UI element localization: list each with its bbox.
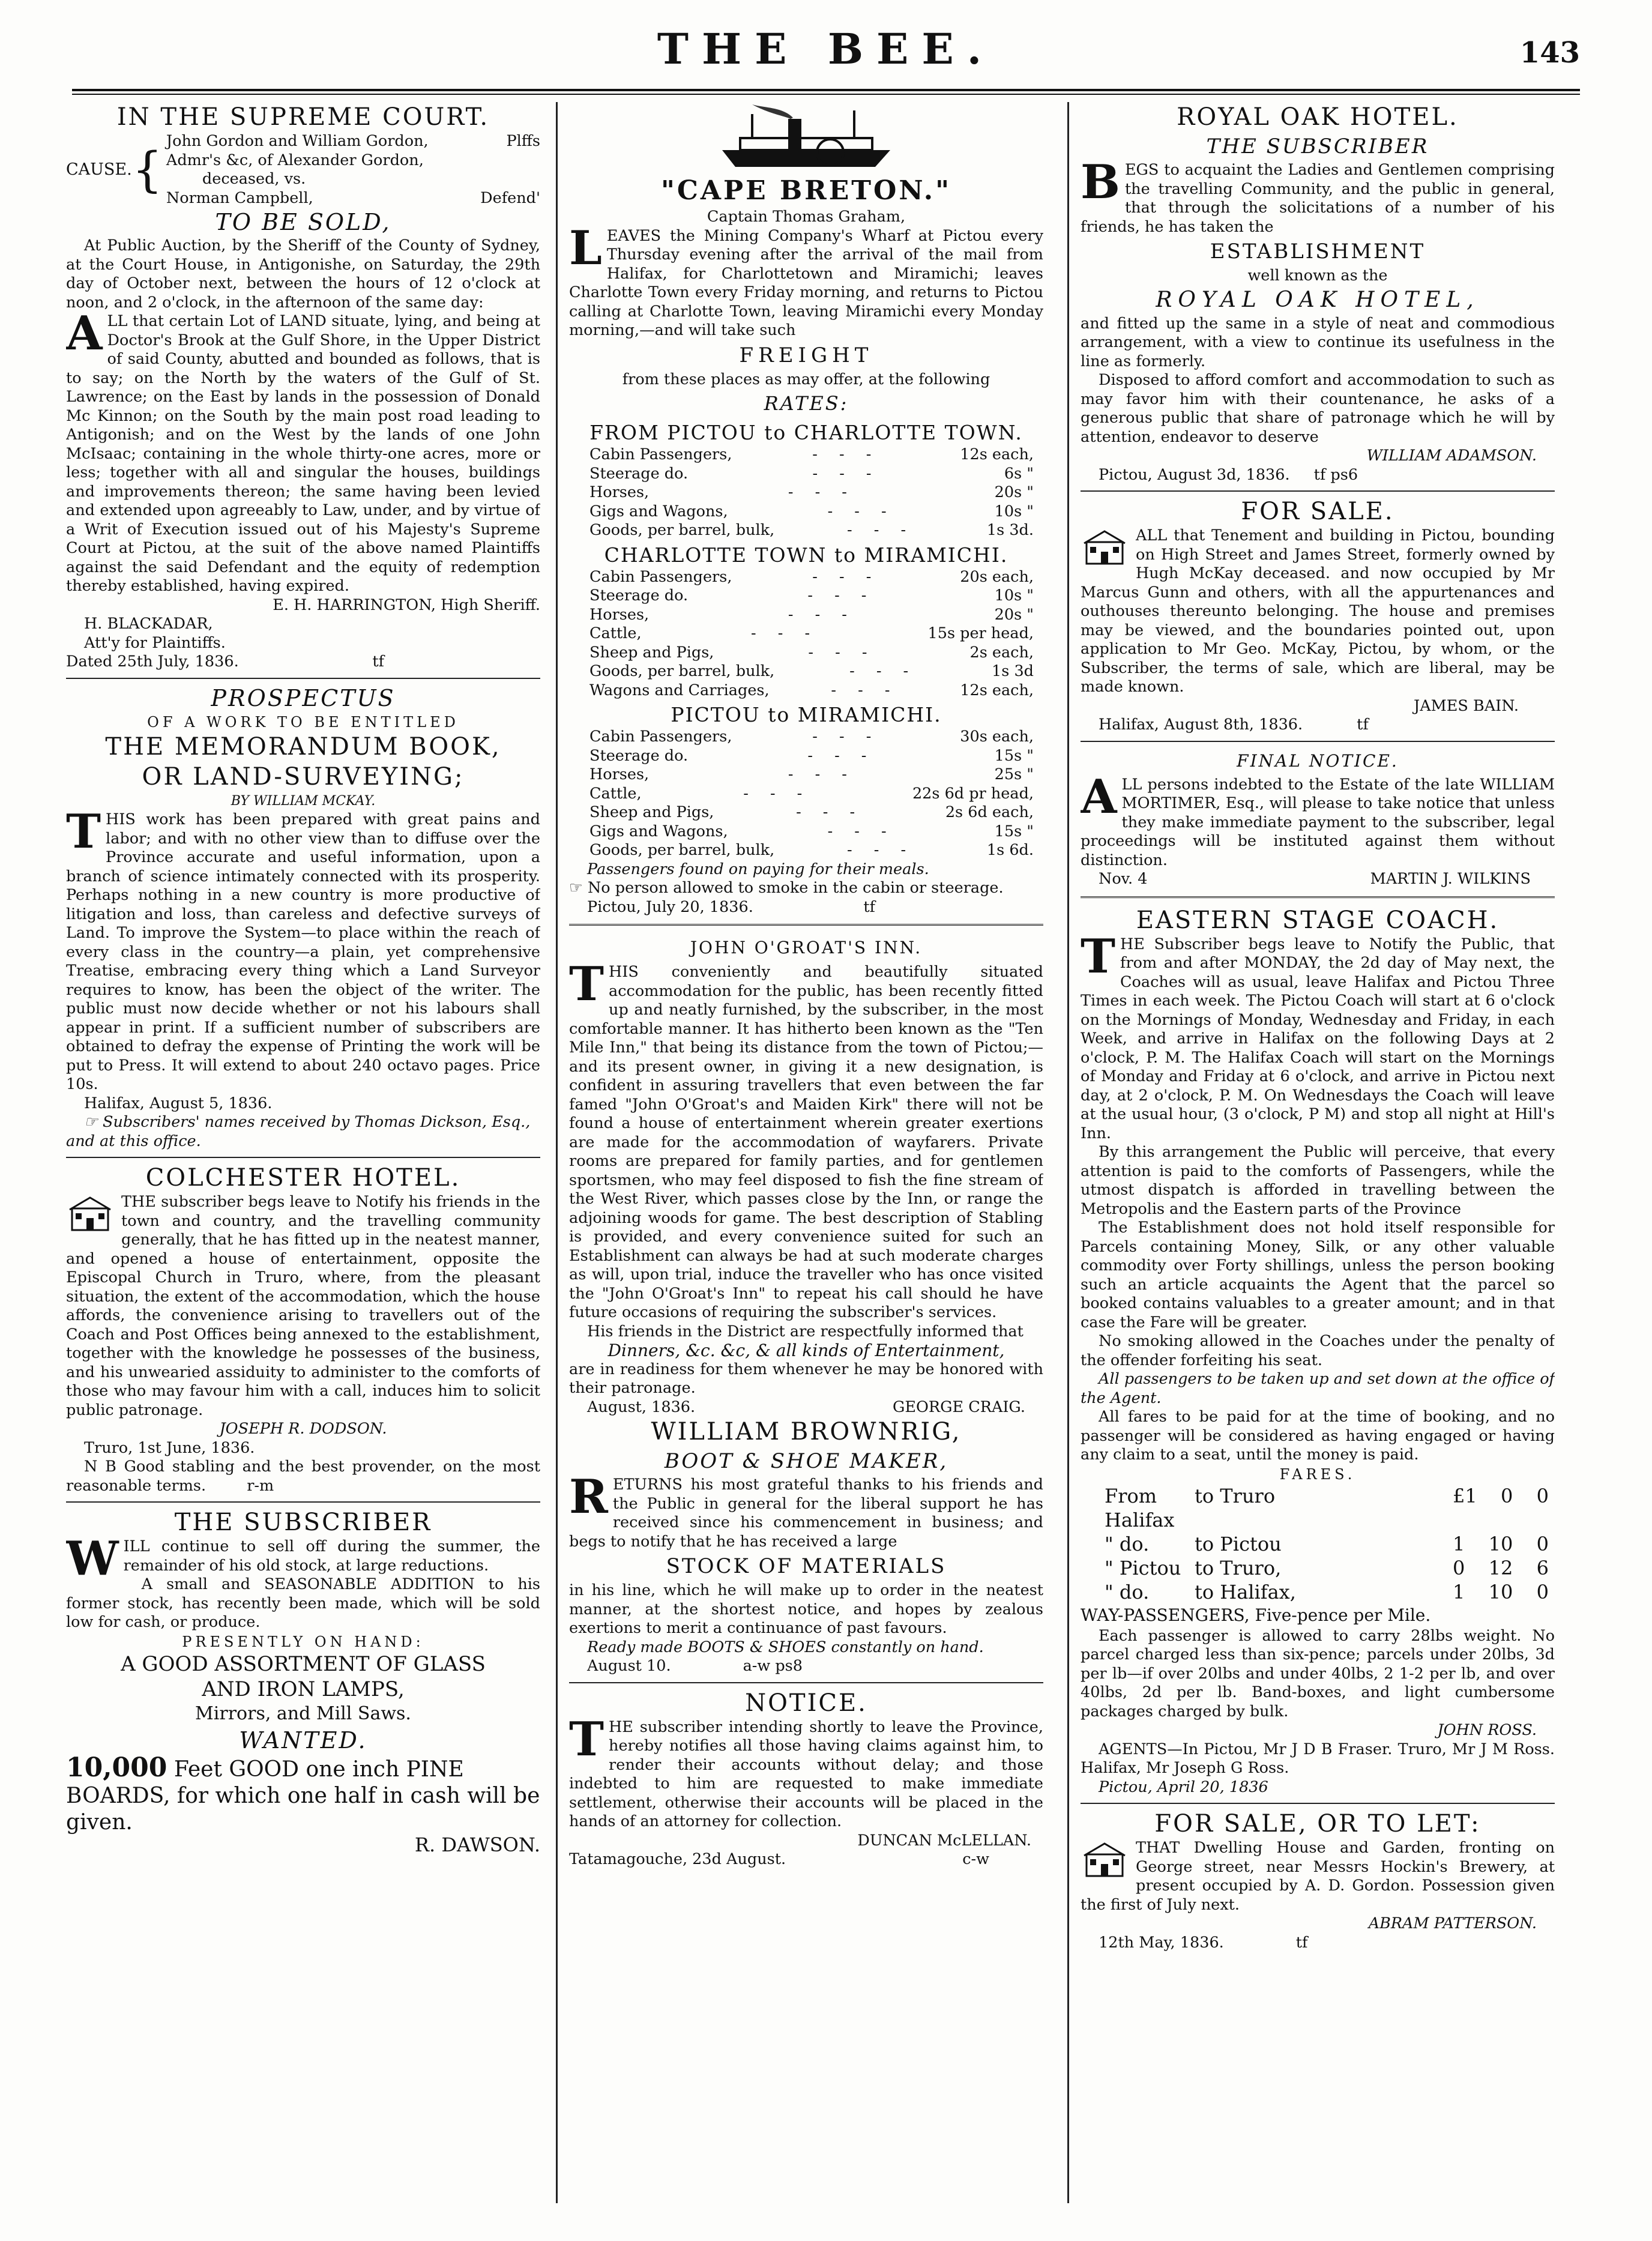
section-heading: ROYAL OAK HOTEL. (1177, 103, 1459, 131)
assortment-line: Mirrors, and Mill Saws. (195, 1703, 411, 1724)
rate-row (569, 483, 1043, 502)
leader-dashes: - - - (743, 784, 811, 803)
fare-s: 10 (1488, 1580, 1513, 1603)
signer: DUNCAN McLELLAN. (857, 1831, 1031, 1850)
steamship-woodcut-icon (716, 102, 896, 174)
separator (66, 678, 540, 679)
date-line: Halifax, August 8th, 1836. (1099, 716, 1303, 734)
fare-amount (1453, 1532, 1549, 1556)
rate-price: 10s " (994, 502, 1034, 520)
rate-price: 22s 6d pr head, (912, 784, 1034, 803)
paragraph: ALL that Tenement and building in Pictou, bounding on High Street and James Street, formerly owned by Hugh McKay deceased. and now occupied by Mr Marcus Gunn and others, with all the appurtenances and outhouses thereunto belonging. The house and premises may be viewed, and the boundaries pointed out, upon application to Mr Geo. McKay, Pictou, by whom, or the Subscriber, the terms of sale, which are liberal, may be made known. (1081, 526, 1555, 696)
page-number: 143 (1519, 36, 1580, 70)
signer: MARTIN J. WILKINS (1370, 870, 1531, 888)
vessel-name: "CAPE BRETON." (660, 175, 952, 206)
paragraph: No smoking allowed in the Coaches under the penalty of the offender forfeiting his seat. (1081, 1332, 1555, 1369)
paragraph: Each passenger is allowed to carry 28lbs weight. No parcel charged less than six-pence; parcels under 20lbs, 3d per lb—if over 20lbs and under 40lbs, 2 1-2 per lb, and over 40lbs, 2d per lb. Band-boxes, and light cumbersome packages charged by bulk. (1081, 1626, 1555, 1721)
subscriber-notice (66, 1507, 540, 1726)
date-line: Dated 25th July, 1836. (66, 653, 239, 671)
rate-item: Steerage do. (589, 746, 689, 765)
code: tf (863, 897, 875, 916)
rate-price: 20s " (994, 605, 1034, 624)
rate-row (569, 785, 1043, 804)
rate-row (569, 606, 1043, 625)
rate-price: 15s per head, (927, 624, 1034, 642)
fare-from: " Pictou (1105, 1556, 1181, 1579)
rate-row (569, 465, 1043, 484)
separator (1081, 490, 1555, 492)
rate-price: 20s " (994, 483, 1034, 501)
leader-dashes: - - - (827, 502, 895, 520)
signer: WILLIAM ADAMSON. (1366, 447, 1537, 465)
note (66, 1458, 540, 1495)
note-text: N B Good stabling and the best provender, on the most reasonable terms. (66, 1458, 540, 1495)
note-text: No person allowed to smoke in the cabin or steerage. (587, 879, 1004, 897)
rate-price: 15s " (994, 822, 1034, 840)
rate-price: 1s 6d. (986, 841, 1034, 859)
rate-price: 2s 6d each, (945, 803, 1034, 821)
paragraph: The Establishment does not hold itself responsible for Parcels containing Money, Silk, or any other valuable commodity over Forty shillings, unless the person booking such an article acquaints the Agent that the parcel so booked contains valuables to a greater amount; and in that case the Fare will be greater. (1081, 1219, 1555, 1332)
paragraph: Feet GOOD one inch PINE BOARDS, for which one half in cash will be given. (66, 1757, 540, 1835)
paragraph: ETURNS his most grateful thanks to his friends and the Public in general for the liberal support he has received since his commencement in business; and begs to notify that he has received a large (569, 1476, 1043, 1551)
drop-cap: T (1081, 929, 1116, 984)
note: Passengers found on paying for their meals. (587, 860, 929, 878)
fare-row (1081, 1556, 1555, 1580)
cause-line: Norman Campbell, (166, 189, 313, 207)
drop-cap: B (1081, 155, 1120, 210)
fare-row (1081, 1484, 1555, 1532)
rate-row (569, 587, 1043, 606)
rate-item: Sheep and Pigs, (589, 643, 714, 662)
leader-dashes: - - - (812, 567, 880, 586)
paragraph: and fitted up the same in a style of neat and commodious arrangement, with a view to continue its usefulness in the line as formerly. (1081, 314, 1555, 370)
wanted-text (66, 1752, 540, 1836)
quantity: 10,000 (66, 1752, 167, 1783)
rate-row (569, 803, 1043, 822)
rate-row (569, 521, 1043, 540)
signer: ABRAM PATTERSON. (1368, 1914, 1537, 1932)
code: tf (1357, 716, 1369, 734)
drop-cap: A (66, 306, 103, 361)
fare-d: 6 (1536, 1556, 1549, 1579)
note-text: Subscribers' names received by Thomas Dickson, Esq., and at this office. (66, 1113, 531, 1150)
defend-label: Defend' (480, 189, 540, 207)
work-title: OR LAND-SURVEYING; (142, 762, 465, 791)
sub-heading: THE SUBSCRIBER (1206, 134, 1429, 158)
cause-line: John Gordon and William Gordon, (166, 132, 429, 150)
john-ogroats-inn-notice (569, 933, 1043, 1417)
leader-dashes: - - - (812, 464, 880, 483)
paragraph: HIS conveniently and beautifully situated accommodation for the public, has been recently fitted up and neatly furnished, by the subscriber, in the most comfortable manner. It has hitherto been known as the "Ten Mile Inn," that being its distance from the town of Pictou;—and its present owner, in giving it a new designation, is confident in assuring travellers that even between the far famed "John O'Groat's and Maiden Kirk" there will not be found a house of entertainment wherein greater exertions are made for the accommodation of wayfarers. Private rooms are prepared for family parties, and for gentlemen sportsmen, who may feel disposed to fish the fine stream of the West River, which passes close by the Inn, or range the adjoining woods for game. The best description of Stabling is provided, and every convenience suited for such an Establishment can always be had at such moderate charges as will, upon trial, induce the traveller who has once visited the "John O'Groat's Inn" to repeat his call should he have future occasions of requiring the subscriber's services. (569, 963, 1043, 1321)
column-1 (66, 102, 540, 2221)
leader-dashes: - - - (788, 605, 855, 624)
code: tf (372, 653, 384, 671)
code: c-w (962, 1850, 989, 1868)
fare-amount (1453, 1484, 1549, 1532)
rate-item: Horses, (589, 765, 650, 783)
fare-l: £1 (1453, 1484, 1477, 1507)
route-heading: FROM PICTOU to CHARLOTTE TOWN. (589, 421, 1023, 444)
fare-from: From Halifax (1105, 1484, 1175, 1531)
leader-dashes: - - - (807, 746, 875, 765)
rate-row (569, 747, 1043, 766)
drop-cap: W (66, 1531, 119, 1586)
cause-line: Admr's &c, of Alexander Gordon, (166, 151, 424, 169)
rate-item: Goods, per barrel, bulk, (589, 841, 775, 859)
rates-table (569, 420, 1043, 860)
rate-item: Horses, (589, 483, 650, 501)
date-line: 12th May, 1836. (1099, 1933, 1224, 1952)
rate-price: 12s each, (960, 681, 1034, 699)
house-woodcut-icon (1081, 1841, 1129, 1878)
paragraph: EAVES the Mining Company's Wharf at Pictou every Thursday evening after the arrival of the mail from Halifax, for Charlottetown and Miramichi; leaves Charlotte Town every Friday morning, and returns to Pictou calling at Charlotte Town, leaving Miramichi every Monday morning,—and will take such (569, 226, 1043, 339)
rate-row (569, 765, 1043, 785)
paragraph: AGENTS—In Pictou, Mr J D B Fraser. Truro, Mr J M Ross. Halifax, Mr Joseph G Ross. (1081, 1740, 1555, 1777)
paragraph: LL persons indebted to the Estate of the late WILLIAM MORTIMER, Esq., will please to take notice that unless they make immediate payment to the subscriber, legal proceedings will be instituted against them without distinction. (1081, 775, 1555, 869)
separator (66, 1157, 540, 1158)
date-line: Truro, 1st June, 1836. (84, 1438, 255, 1457)
paragraph: HE subscriber intending shortly to leave the Province, hereby notifies all those having claims against him, to render their accounts without delay; and those indebted to him are requested to make immediate settlement, otherwise their accounts will be placed in the hands of an attorney for collection. (569, 1718, 1043, 1830)
prospectus-notice (66, 684, 540, 1151)
rate-row (569, 568, 1043, 587)
rate-row (569, 644, 1043, 663)
date-line: August 10. (587, 1657, 671, 1675)
sub-heading: STOCK OF MATERIALS (666, 1554, 947, 1578)
sub-heading: ESTABLISHMENT (1210, 240, 1426, 264)
paragraph: ILL continue to sell off during the summer, the remainder of his old stock, at large reductions. (123, 1537, 540, 1575)
date-line: Pictou, August 3d, 1836. (1099, 465, 1290, 484)
drop-cap: A (1081, 769, 1117, 824)
colchester-hotel-notice (66, 1163, 540, 1495)
rate-row (569, 822, 1043, 842)
rate-item: Cattle, (589, 624, 642, 642)
section-heading: FOR SALE. (1241, 498, 1394, 525)
fare-d: 0 (1536, 1484, 1549, 1507)
paragraph: HIS work has been prepared with great pains and labor; and with no other view than to diffuse over the Province accurate and useful information, upon a branch of science intimately connected with its prosperity. Perhaps nothing in a new country is more productive of litigation and loss, than careless and defective surveys of Land. To improve the System—to place within the reach of every class in the country—a plain, yet comprehensive Treatise, embracing every thing which a Land Surveyor requires to know, has been the object of the writer. The public must now decide whether or not his labours shall appear in print. If a sufficient number of subscribers are obtained to defray the expense of Printing the work will be put to Press. It will extend to about 240 octavo pages. Price 10s. (66, 810, 540, 1093)
note (569, 879, 1043, 898)
rate-item: Goods, per barrel, bulk, (589, 521, 775, 539)
separator (1081, 741, 1555, 742)
pointing-hand-icon: ☞ (84, 1113, 103, 1131)
paragraph: By this arrangement the Public will perceive, that every attention is paid to the comforts of Passengers, while the utmost dispatch is afforded in travelling between the Metropolis and the Eastern parts of the Province (1081, 1143, 1555, 1218)
rate-row (569, 681, 1043, 701)
leader-dashes: - - - (788, 765, 855, 783)
rate-row (569, 445, 1043, 465)
rate-item: Cabin Passengers, (589, 728, 732, 746)
drop-cap: L (569, 220, 602, 276)
date-line: Tatamagouche, 23d August. (569, 1850, 786, 1868)
rate-price: 15s " (994, 746, 1034, 765)
paragraph: All fares to be paid for at the time of booking, and no passenger will be considered as having engaged or having any claim to a seat, until the money is paid. (1081, 1408, 1555, 1464)
column-rule (556, 102, 558, 2203)
signer: JAMES BAIN. (1414, 696, 1519, 715)
rate-item: Wagons and Carriages, (589, 681, 770, 699)
paragraph: EGS to acquaint the Ladies and Gentlemen comprising the travelling Community, and the public in general, that through the solicitations of a number of his friends, he has taken the (1081, 161, 1555, 236)
paragraph: THE subscriber begs leave to Notify his friends in the town and country, and the travelling community generally, that he has fitted up in the neatest manner, and opened a house of entertainment, opposite the Episcopal Church in Truro, where, from the pleasant situation, the extent of the accommodation, which the house affords, the convenience arising to travellers out of the Coach and Post Offices being annexed to the establishment, together with the knowledge he possesses of the business, and his unwearied assiduity to administer to the comforts of those who may favour him with a call, induces him to solicit public patronage. (66, 1193, 540, 1419)
fare-to: to Pictou (1195, 1532, 1282, 1555)
sub-heading: RATES: (764, 392, 849, 415)
for-sale-to-let-notice (1081, 1809, 1555, 1952)
paragraph: THAT Dwelling House and Garden, fronting on George street, near Messrs Hockin's Brewery, at present occupied by A. D. Gordon. Possession given the first of July next. (1081, 1839, 1555, 1914)
code: r-m (247, 1476, 274, 1495)
paragraph: LL that certain Lot of LAND situate, lying, and being at Doctor's Brook at the Gulf Shore, in the Upper District of said County, abutted and bounded as follows, that is to say; on the North by the waters of the Gulf of St. Lawrence; on the East by lands in the possession of Donald Mc Kinnon; on the South by the main post road leading to Antigonish; and on the West by the lands of one John McIsaac; containing in the whole thirty-one acres, more or less; together with all and singular the houses, buildings and improvements thereon; the same having been levied and extended upon agreeably to Law, under, and by virtue of a Writ of Execution issued out of his Majesty's Supreme Court at Pictou, at the suit of the above named Plaintiffs against the said Defendant and the equity of redemption thereby established, having expired. (66, 312, 540, 595)
paragraph: At Public Auction, by the Sheriff of the County of Sydney, at the Court House, in Antigonishe, on Saturday, the 29th day of October next, between the hours of 12 o'clock at noon, and 2 o'clock, in the afternoon of the same day: (66, 237, 540, 312)
section-heading: PROSPECTUS (211, 684, 396, 711)
hotel-name: ROYAL OAK HOTEL, (1156, 287, 1480, 312)
drop-cap: T (569, 957, 604, 1012)
rate-item: Horses, (589, 605, 650, 624)
section-heading: EASTERN STAGE COACH. (1136, 906, 1500, 934)
rate-item: Cabin Passengers, (589, 445, 732, 463)
rate-price: 6s " (1004, 464, 1034, 483)
final-notice (1081, 747, 1555, 889)
paragraph: All passengers to be taken up and set down at the office of the Agent. (1081, 1370, 1555, 1407)
captain: Captain Thomas Graham, (707, 208, 906, 226)
leader-dashes: - - - (847, 521, 915, 539)
fare-l: 1 (1453, 1580, 1465, 1603)
for-sale-notice (1081, 496, 1555, 735)
fare-amount (1453, 1556, 1549, 1580)
fare-to: to Halifax, (1195, 1580, 1296, 1603)
code: tf ps6 (1313, 465, 1358, 484)
cause-line: deceased, vs. (202, 170, 306, 188)
date-line: Pictou, July 20, 1836. (587, 897, 753, 916)
masthead-rule (72, 89, 1580, 95)
rate-price: 12s each, (960, 445, 1034, 463)
drop-cap: R (569, 1470, 608, 1524)
leader-dashes: - - - (751, 624, 819, 642)
rate-row (569, 662, 1043, 681)
section-heading: WILLIAM BROWNRIG, (651, 1418, 962, 1446)
rate-item: Sheep and Pigs, (589, 803, 714, 821)
rate-row (569, 728, 1043, 747)
rate-item: Cabin Passengers, (589, 567, 732, 586)
cause-parties (166, 132, 540, 208)
sub-heading: FARES. (1279, 1465, 1356, 1483)
section-heading: NOTICE. (745, 1689, 867, 1717)
drop-cap: T (569, 1712, 604, 1767)
code: a-w ps8 (743, 1657, 803, 1675)
rate-item: Cattle, (589, 784, 642, 803)
attorney: H. BLACKADAR, (84, 615, 213, 633)
fare-from: " do. (1105, 1580, 1150, 1603)
rate-price: 20s each, (960, 567, 1034, 586)
attorney-role: Att'y for Plaintiffs. (84, 633, 226, 652)
supreme-court-notice (66, 102, 540, 672)
work-title: THE MEMORANDUM BOOK, (105, 732, 501, 761)
newspaper-title: THE BEE. (657, 24, 995, 74)
fare-to: to Truro, (1195, 1556, 1282, 1579)
fare-from: " do. (1105, 1532, 1150, 1555)
signer: JOSEPH R. DODSON. (219, 1420, 387, 1438)
column-2 (569, 102, 1043, 2221)
column-3 (1081, 102, 1555, 2221)
fare-s: 12 (1488, 1556, 1513, 1579)
fare-d: 0 (1536, 1580, 1549, 1603)
route-heading: PICTOU to MIRAMICHI. (671, 703, 942, 726)
paragraph: His friends in the District are respectfully informed that (587, 1322, 1023, 1341)
fare-row (1081, 1580, 1555, 1604)
sub-heading: PRESENTLY ON HAND: (182, 1633, 424, 1650)
date-line: Halifax, August 5, 1836. (84, 1094, 273, 1112)
cape-breton-notice (569, 102, 1043, 917)
paragraph: Ready made BOOTS & SHOES constantly on hand. (587, 1638, 984, 1656)
fare-amount (1453, 1580, 1549, 1604)
paragraph: well known as the (1247, 267, 1388, 285)
signer: JOHN ROSS. (1437, 1721, 1537, 1739)
column-rule (1067, 102, 1069, 2203)
paragraph: Disposed to afford comfort and accommodation to such as may favor him with their countenance, he asks of a generous public that share of patronage which he will by attention, endeavor to deserve (1081, 371, 1555, 446)
leader-dashes: - - - (831, 681, 899, 699)
paragraph: in his line, which he will make up to order in the neatest manner, at the shortest notice, and hopes by zealous exertions to merit a continuance of past favours. (569, 1581, 1043, 1637)
brace: { (132, 142, 163, 198)
drop-cap: T (66, 804, 101, 859)
fare-s: 0 (1501, 1484, 1513, 1507)
rate-price: 25s " (994, 765, 1034, 783)
masthead (72, 18, 1580, 90)
rate-price: 2s each, (969, 643, 1034, 662)
rate-price: 1s 3d (992, 662, 1034, 680)
section-heading: THE SUBSCRIBER (174, 1509, 432, 1536)
rate-row (569, 624, 1043, 644)
separator (1081, 896, 1555, 900)
fare-to: to Truro (1195, 1484, 1276, 1507)
brownrig-notice (569, 1417, 1043, 1676)
section-heading: FOR SALE, OR TO LET: (1154, 1810, 1481, 1838)
leader-dashes: - - - (788, 483, 855, 501)
separator (569, 924, 1043, 928)
royal-oak-hotel-notice (1081, 102, 1555, 484)
date-line: Pictou, April 20, 1836 (1099, 1778, 1268, 1796)
section-heading: COLCHESTER HOTEL. (145, 1164, 461, 1192)
fare-row (1081, 1532, 1555, 1556)
date-line: August, 1836. (587, 1398, 696, 1416)
leader-dashes: - - - (827, 822, 895, 840)
leader-dashes: - - - (847, 841, 915, 859)
eastern-stage-coach-notice (1081, 905, 1555, 1797)
separator (569, 1682, 1043, 1683)
leader-dashes: - - - (807, 587, 875, 605)
house-woodcut-icon (1081, 529, 1129, 566)
paragraph: are in readiness for them whenever he may be honored with their patronage. (569, 1360, 1043, 1397)
fare-l: 0 (1453, 1556, 1465, 1579)
paragraph: HE Subscriber begs leave to Notify the Public, that from and after MONDAY, the 2d day of May next, the Coaches will as usual, leave Halifax and Pictou Three Times in each week. The Pictou Coach will start at 6 o'clock on the Mornings of Monday, Wednesday and Friday, in each Week, and arrive in Halifax on the following Days at 2 o'clock, P. M. The Halifax Coach will start on the Mornings of Monday and Friday at 6 o'clock, and arrive in Pictou next day, at 2 o'clock, P. M. On Wednesdays the Coach will leave at the usual hour, (3 o'clock, P M) and stop all night at Hill's Inn. (1081, 935, 1555, 1142)
separator (1081, 1803, 1555, 1804)
rate-item: Gigs and Wagons, (589, 502, 728, 520)
signer: E. H. HARRINGTON, High Sheriff. (273, 596, 540, 614)
section-heading: JOHN O'GROAT'S INN. (690, 938, 923, 958)
notice (569, 1688, 1043, 1869)
leader-dashes: - - - (796, 803, 864, 821)
paragraph: WAY-PASSENGERS, Five-pence per Mile. (1081, 1605, 1431, 1625)
route-heading: CHARLOTTE TOWN to MIRAMICHI. (604, 543, 1008, 567)
rate-price: 10s " (994, 587, 1034, 605)
leader-dashes: - - - (808, 643, 876, 662)
paragraph: Dinners, &c. &c, & all kinds of Entertainment, (607, 1341, 1005, 1360)
rate-item: Gigs and Wagons, (589, 822, 728, 840)
cause-label: CAUSE. (66, 160, 132, 179)
note (66, 1113, 540, 1151)
sub-heading: FREIGHT (739, 343, 873, 367)
rate-row (569, 841, 1043, 860)
sub-heading: BOOT & SHOE MAKER, (664, 1449, 948, 1473)
cause-block (66, 132, 540, 208)
fare-l: 1 (1453, 1532, 1465, 1555)
code: tf (1295, 1933, 1308, 1952)
assortment-line: A GOOD ASSORTMENT OF GLASS (121, 1651, 486, 1676)
signer: R. DAWSON. (414, 1833, 540, 1856)
assortment-line: AND IRON LAMPS, (202, 1677, 405, 1701)
rate-item: Goods, per barrel, bulk, (589, 662, 775, 680)
wanted-notice (66, 1726, 540, 1855)
paragraph: from these places as may offer, at the following (622, 370, 990, 388)
section-heading: WANTED. (239, 1727, 367, 1754)
section-heading: FINAL NOTICE. (1237, 750, 1399, 771)
paragraph: A small and SEASONABLE ADDITION to his former stock, has recently been made, which will be sold low for cash, or produce. (66, 1575, 540, 1631)
pointing-hand-icon: ☞ (569, 879, 588, 897)
sub-heading: OF A WORK TO BE ENTITLED (147, 713, 459, 731)
fare-s: 10 (1488, 1532, 1513, 1555)
leader-dashes: - - - (849, 662, 917, 680)
house-woodcut-icon (66, 1195, 114, 1232)
separator (66, 1501, 540, 1503)
rate-row (569, 502, 1043, 522)
rate-item: Steerage do. (589, 464, 689, 483)
date-line: Nov. 4 (1099, 870, 1148, 888)
section-heading: IN THE SUPREME COURT. (116, 103, 490, 131)
signer: GEORGE CRAIG. (893, 1398, 1025, 1416)
fares-table (1081, 1484, 1555, 1604)
leader-dashes: - - - (812, 445, 880, 463)
fare-d: 0 (1536, 1532, 1549, 1555)
plffs-label: Plffs (506, 132, 540, 150)
author: BY WILLIAM MCKAY. (231, 793, 376, 809)
sub-heading: TO BE SOLD, (215, 209, 391, 235)
rate-price: 1s 3d. (986, 521, 1034, 539)
leader-dashes: - - - (812, 728, 880, 746)
rate-item: Steerage do. (589, 587, 689, 605)
rate-price: 30s each, (960, 728, 1034, 746)
